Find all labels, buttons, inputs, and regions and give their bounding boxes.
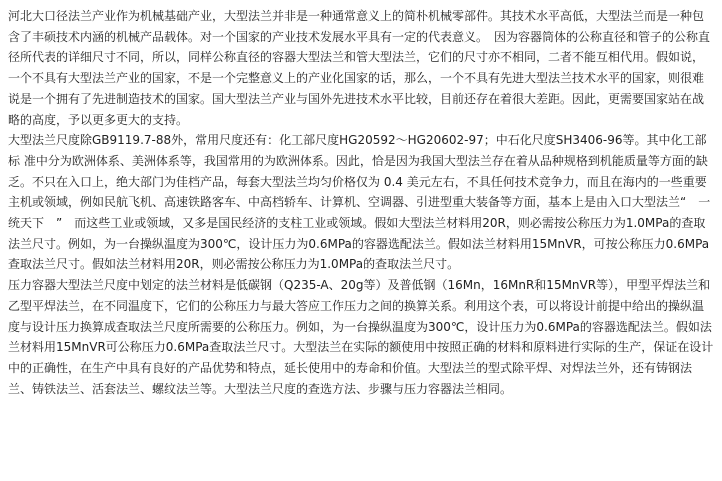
- article-paragraph-intro: 河北大口径法兰产业作为机械基础产业，大型法兰并非是一种通常意义上的简朴机械零部件。其技术水平高低，大型法兰而是一种包含了丰硕技术内涵的机械产品载体。对一个国家的产业技术发展水平具有一定的代表意义。 因为容器筒体的公称直径和管子的公称直径所代表的详细尺寸不同，所以，同样公称直径的容器大型法兰和管大型法兰，它们的尺寸亦不相同，二者不能互相代用。假如说，一个不具有大型法兰产业的国家，不是一个完整意义上的产业化国家的话，那么，一个不具有先进大型法兰技术水平的国家，则很难说是一个拥有了先进制造技术的国家。国大型法兰产业与国外先进技术水平比较，目前还存在着很大差距。因此，更需要国家站在战略的高度，予以更多更大的支持。: [8, 9, 711, 127]
- article-paragraph-standards: 大型法兰尺度除GB9119.7-88外，常用尺度还有：化工部尺度HG20592～HG20602-97；中石化尺度SH3406-96等。其中化工部标 准中分为欧洲体系、美洲体系等，我国常用的为欧洲体系。因此，恰是因为我国大型法兰存在着从品种规格到机能质量等方面的缺乏。不只在入口上，绝大部门为佳档产品，每套大型法兰均匀价格仅为 0.4 美元左右，不具任何技术竞争力，而且在海内的一些重要主机或领域，例如民航飞机、高速铁路客车、中高档轿车、计算机、空调器、引进型重大装备等方面，基本上是由入口大型法兰“ 一统天下 ” 而这些工业或领域，又多是国民经济的支柱工业或领域。假如大型法兰材料用20R，则必需按公称压力为1.0MPa的查取法兰尺寸。例如，为一台操纵温度为300℃，设计压力为0.6MPa的容器选配法兰。假如法兰材料用15MnVR，可按公称压力0.6MPa查取法兰尺寸。假如法兰材料用20R，则必需按公称压力为1.0MPa的查取法兰尺寸。: [8, 133, 711, 272]
- article-paragraph-materials: 压力容器大型法兰尺度中划定的法兰材料是低碳钢（Q235-A、20g等）及普低钢（16Mn，16MnR和15MnVR等），甲型平焊法兰和乙型平焊法兰，在不同温度下，它们的公称压力与最大答应工作压力之间的换算关系。利用这个表，可以将设计前提中给出的操纵温度与设计压力换算成查取法兰尺度所需要的公称压力。例如，为一台操纵温度为300℃，设计压力为0.6MPa的容器选配法兰。假如法兰材料用15MnVR可公称压力0.6MPa查取法兰尺寸。大型法兰在实际的额使用中按照正确的材料和原料进行实际的生产，保证在设计中的正确性，在生产中具有良好的产品优势和特点，延长使用中的寿命和价值。大型法兰的型式除平焊、对焊法兰外，还有铸钢法兰、铸铁法兰、活套法兰、螺纹法兰等。大型法兰尺度的查选方法、步骤与压力容器法兰相同。: [8, 278, 714, 396]
- article-body: [8, 6, 714, 399]
